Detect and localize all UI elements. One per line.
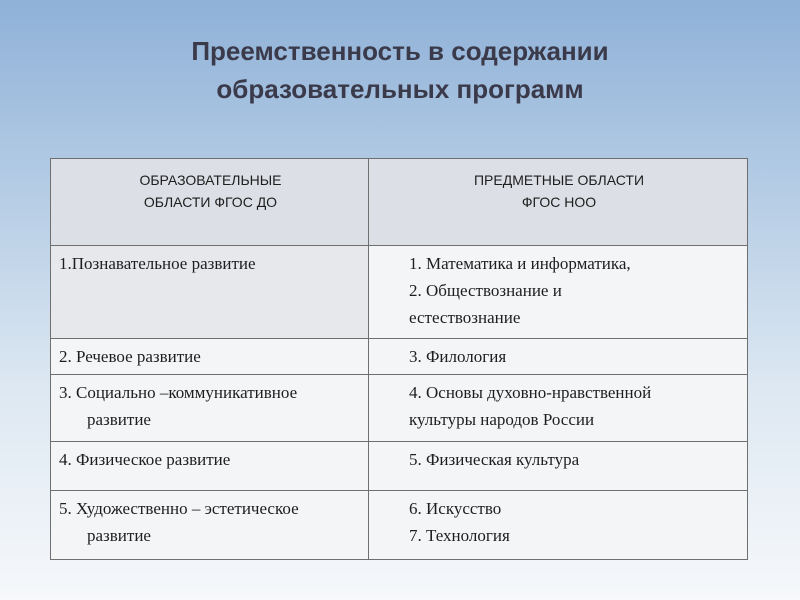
header-cell-fgos-noo <box>369 159 748 246</box>
table-row <box>51 491 748 560</box>
cell-line: 4. Физическое развитие <box>59 450 231 469</box>
cell-line: 4. Основы духовно-нравственной <box>409 383 652 402</box>
table-header-row <box>51 159 748 246</box>
table-cell-left <box>51 442 369 491</box>
header-cell-fgos-do-line-1: ОБРАЗОВАТЕЛЬНЫЕ <box>139 172 282 188</box>
table-row <box>51 339 748 375</box>
cell-line: 2. Обществознание и <box>409 281 562 300</box>
table-cell-right <box>369 339 748 375</box>
cell-line: 7. Технология <box>409 526 510 545</box>
table-cell-left <box>51 491 369 560</box>
cell-line: развитие <box>87 526 151 545</box>
table-cell-left <box>51 339 369 375</box>
header-cell-fgos-do-line-2: ОБЛАСТИ ФГОС ДО <box>143 194 278 210</box>
cell-line: 5. Физическая культура <box>409 450 580 469</box>
table-cell-right <box>369 375 748 442</box>
table-cell-right <box>369 442 748 491</box>
slide-title-line-2: образовательных программ <box>216 74 584 104</box>
cell-line: развитие <box>87 410 151 429</box>
cell-line: культуры народов России <box>409 410 595 429</box>
header-cell-fgos-noo-line-2: ФГОС НОО <box>521 194 597 210</box>
cell-line: 5. Художественно – эстетическое <box>59 499 299 518</box>
slide-title <box>0 32 800 108</box>
table-cell-right <box>369 491 748 560</box>
content-table <box>50 158 748 560</box>
cell-line: 3. Социально –коммуникативное <box>59 383 298 402</box>
cell-line: 6. Искусство <box>409 499 502 518</box>
table-row <box>51 246 748 339</box>
header-cell-fgos-do <box>51 159 369 246</box>
cell-line: 1.Познавательное развитие <box>59 254 256 273</box>
table-cell-left <box>51 246 369 339</box>
cell-line: естествознание <box>409 308 521 327</box>
table-row <box>51 442 748 491</box>
table-cell-left <box>51 375 369 442</box>
table-cell-right <box>369 246 748 339</box>
table-row <box>51 375 748 442</box>
slide-title-line-1: Преемственность в содержании <box>191 36 609 66</box>
cell-line: 2. Речевое развитие <box>59 347 201 366</box>
cell-line: 1. Математика и информатика, <box>409 254 631 273</box>
header-cell-fgos-noo-line-1: ПРЕДМЕТНЫЕ ОБЛАСТИ <box>473 172 645 188</box>
cell-line: 3. Филология <box>409 347 507 366</box>
